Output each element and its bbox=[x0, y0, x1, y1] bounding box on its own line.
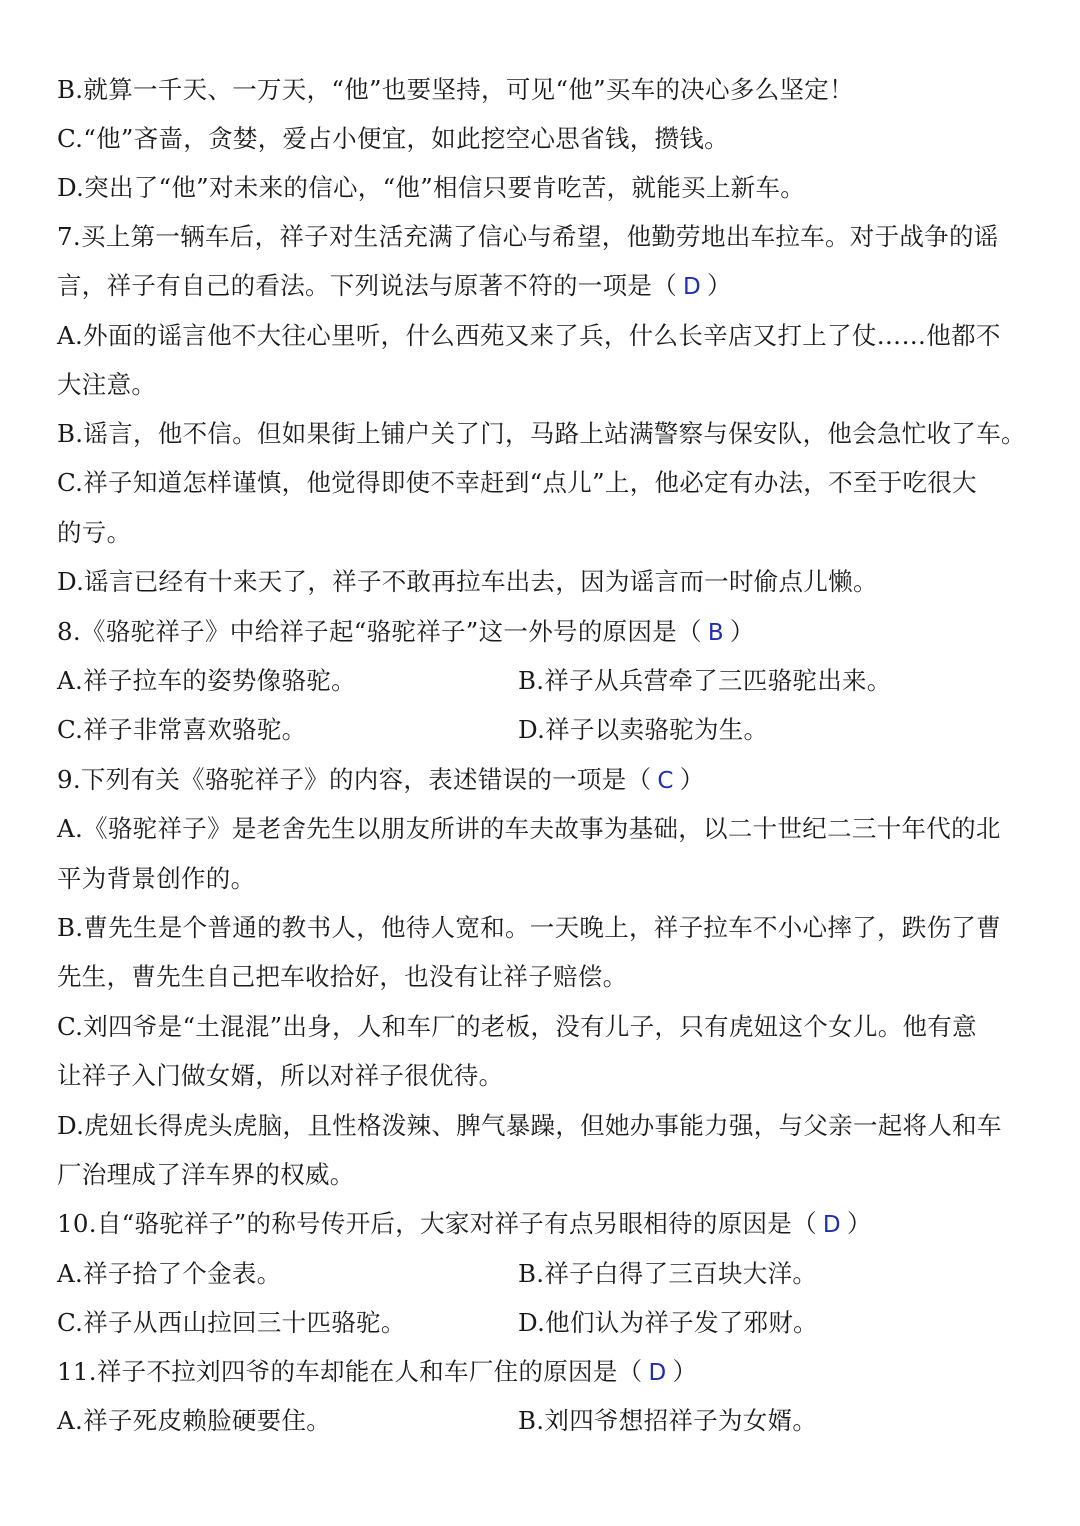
q8-option-d: D.祥子以卖骆驼为生。 bbox=[518, 715, 769, 744]
q11-option-b: B.刘四爷想招祥子为女婿。 bbox=[518, 1406, 818, 1435]
q7-option-d: D.谣言已经有十来天了，祥子不敢再拉车出去，因为谣言而一时偷点儿懒。 bbox=[57, 567, 878, 596]
q9-answer: C bbox=[657, 768, 674, 794]
q9-option-b-line-1: B.曹先生是个普通的教书人，他待人宽和。一天晚上，祥子拉车不小心摔了，跌伤了曹 bbox=[57, 913, 1001, 942]
q9-option-a-line-2: 平为背景创作的。 bbox=[57, 864, 256, 893]
q11-stem bbox=[57, 1354, 697, 1390]
q10-stem bbox=[57, 1206, 872, 1242]
q11-answer: D bbox=[648, 1360, 667, 1386]
q10-option-a: A.祥子拾了个金表。 bbox=[57, 1259, 282, 1288]
q10-close-paren: ） bbox=[846, 1209, 872, 1238]
q10-option-d: D.他们认为祥子发了邪财。 bbox=[518, 1308, 818, 1337]
q7-close-paren: ） bbox=[707, 271, 732, 300]
q11-option-a: A.祥子死皮赖脸硬要住。 bbox=[57, 1406, 332, 1435]
q6-option-d: D.突出了“他”对未来的信心，“他”相信只要肯吃苦，就能买上新车。 bbox=[57, 173, 806, 202]
q9-option-c-line-1: C.刘四爷是“土混混”出身，人和车厂的老板，没有儿子，只有虎妞这个女儿。他有意 bbox=[57, 1012, 977, 1041]
q9-option-b-line-2: 先生，曹先生自己把车收拾好，也没有让祥子赔偿。 bbox=[57, 962, 628, 991]
q9-stem-text: 9.下列有关《骆驼祥子》的内容，表述错误的一项是（ bbox=[57, 765, 652, 794]
q8-answer: B bbox=[707, 620, 724, 646]
q9-close-paren: ） bbox=[679, 765, 705, 794]
q7-option-a-line-2: 大注意。 bbox=[57, 370, 157, 399]
q8-stem-text: 8.《骆驼祥子》中给祥子起“骆驼祥子”这一外号的原因是（ bbox=[57, 617, 702, 646]
q7-option-c-line-2: 的亏。 bbox=[57, 518, 132, 547]
q10-option-c: C.祥子从西山拉回三十匹骆驼。 bbox=[57, 1308, 406, 1337]
q6-option-c: C.“他”吝啬，贪婪，爱占小便宜，如此挖空心思省钱，攒钱。 bbox=[57, 124, 729, 153]
q8-option-b: B.祥子从兵营牵了三匹骆驼出来。 bbox=[518, 666, 892, 695]
q7-option-c-line-1: C.祥子知道怎样谨慎，他觉得即使不幸赶到“点儿”上，他必定有办法，不至于吃很大 bbox=[57, 468, 977, 497]
q7-stem-line-1: 7.买上第一辆车后，祥子对生活充满了信心与希望，他勤劳地出车拉车。对于战争的谣 bbox=[57, 222, 999, 251]
q7-stem-text: 言，祥子有自己的看法。下列说法与原著不符的一项是（ bbox=[57, 271, 677, 300]
q8-option-a: A.祥子拉车的姿势像骆驼。 bbox=[57, 666, 356, 695]
q9-option-c-line-2: 让祥子入门做女婿，所以对祥子很优待。 bbox=[57, 1061, 504, 1090]
q8-close-paren: ） bbox=[729, 617, 755, 646]
q8-stem bbox=[57, 614, 755, 650]
q11-close-paren: ） bbox=[672, 1357, 698, 1386]
q11-stem-text: 11.祥子不拉刘四爷的车却能在人和车厂住的原因是（ bbox=[57, 1357, 643, 1386]
q10-answer: D bbox=[822, 1212, 841, 1238]
q9-option-d-line-1: D.虎妞长得虎头虎脑，且性格泼辣、脾气暴躁，但她办事能力强，与父亲一起将人和车 bbox=[57, 1111, 1002, 1140]
q7-option-b: B.谣言，他不信。但如果街上铺户关了门，马路上站满警察与保安队，他会急忙收了车。 bbox=[57, 419, 1026, 448]
q7-option-a-line-1: A.外面的谣言他不大往心里听，什么西苑又来了兵，什么长辛店又打上了仗……他都不 bbox=[57, 321, 1001, 350]
q10-option-b: B.祥子白得了三百块大洋。 bbox=[518, 1259, 818, 1288]
q10-stem-text: 10.自“骆驼祥子”的称号传开后，大家对祥子有点另眼相待的原因是（ bbox=[57, 1209, 817, 1238]
q9-option-a-line-1: A.《骆驼祥子》是老舍先生以朋友所讲的车夫故事为基础，以二十世纪二三十年代的北 bbox=[57, 814, 1001, 843]
q8-option-c: C.祥子非常喜欢骆驼。 bbox=[57, 715, 307, 744]
q7-answer: D bbox=[683, 274, 702, 300]
q9-option-d-line-2: 厂治理成了洋车界的权威。 bbox=[57, 1160, 355, 1189]
q9-stem bbox=[57, 762, 705, 798]
q6-option-b: B.就算一千天、一万天，“他”也要坚持，可见“他”买车的决心多么坚定！ bbox=[57, 75, 854, 104]
q7-stem-line-2 bbox=[57, 268, 732, 304]
